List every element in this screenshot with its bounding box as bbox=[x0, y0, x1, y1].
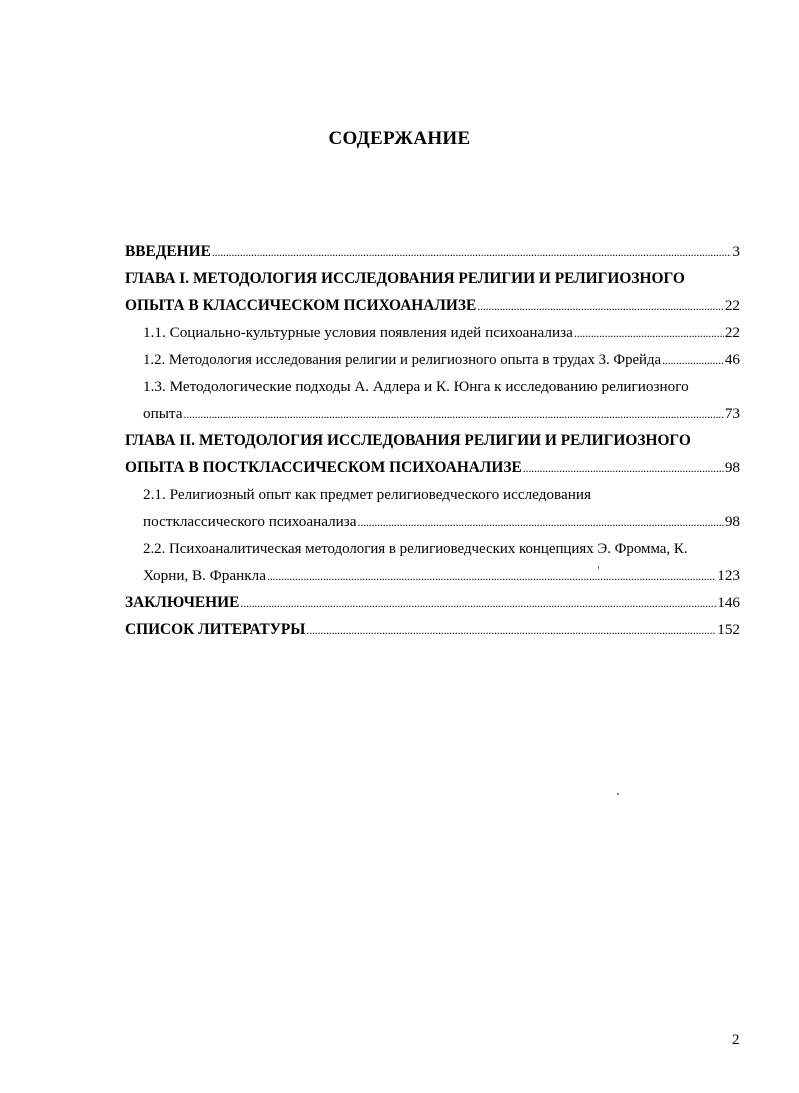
toc-entry-title: Хорни, В. Франкла bbox=[143, 567, 266, 584]
toc-entry-page: 123 bbox=[717, 567, 740, 584]
toc-entry-page: 22 bbox=[724, 324, 740, 341]
leader-dots bbox=[240, 593, 716, 613]
toc-entry-page: 46 bbox=[724, 351, 740, 368]
toc-entry-title: ЗАКЛЮЧЕНИЕ bbox=[125, 594, 240, 611]
toc-entry-chapter1-line1 bbox=[125, 269, 740, 289]
toc-entry-title: ОПЫТА В КЛАССИЧЕСКОМ ПСИХОАНАЛИЗЕ bbox=[125, 297, 477, 314]
toc-entry-section-2-1-line1 bbox=[143, 485, 740, 505]
toc-entry-page: 22 bbox=[724, 297, 740, 314]
scan-speck bbox=[598, 566, 599, 569]
toc-entry-title: 1.1. Социально-культурные условия появления идей психоанализа bbox=[143, 324, 573, 341]
scan-speck bbox=[617, 793, 619, 795]
toc-entry-page: 146 bbox=[717, 594, 740, 611]
leader-dots bbox=[358, 512, 724, 532]
toc-entry-section-1-1 bbox=[143, 323, 740, 343]
toc-entry-page: 98 bbox=[724, 459, 740, 476]
toc-entry-page: 73 bbox=[724, 405, 740, 422]
toc-entry-title: ГЛАВА I. МЕТОДОЛОГИЯ ИССЛЕДОВАНИЯ РЕЛИГИИ И РЕЛИГИОЗНОГО bbox=[125, 270, 685, 287]
toc-entry-chapter2-line1 bbox=[125, 431, 740, 451]
leader-dots bbox=[477, 296, 724, 316]
leader-dots bbox=[184, 404, 724, 424]
toc-entry-page: 152 bbox=[717, 621, 740, 638]
toc-entry-section-2-2-line2 bbox=[143, 566, 740, 586]
toc-entry-title: постклассического психоанализа bbox=[143, 513, 357, 530]
leader-dots bbox=[574, 323, 724, 343]
leader-dots bbox=[212, 242, 732, 262]
toc-entry-section-2-2-line1 bbox=[143, 539, 740, 559]
leader-dots bbox=[662, 350, 724, 370]
toc-entry-title: 2.1. Религиозный опыт как предмет религиоведческого исследования bbox=[143, 486, 591, 503]
toc-entry-references bbox=[125, 620, 740, 640]
toc-entry-title: 1.3. Методологические подходы А. Адлера и К. Юнга к исследованию религиозного bbox=[143, 378, 689, 395]
toc-entry-introduction bbox=[125, 242, 740, 262]
toc-entry-section-1-2 bbox=[143, 350, 740, 370]
toc-entry-page: 3 bbox=[732, 243, 740, 260]
toc-entry-section-2-1-line2 bbox=[143, 512, 740, 532]
toc-entry-section-1-3-line1 bbox=[143, 377, 740, 397]
toc-entry-title: 1.2. Методология исследования религии и религиозного опыта в трудах З. Фрейда bbox=[143, 352, 662, 368]
toc-entry-section-1-3-line2 bbox=[143, 404, 740, 424]
toc-entry-title: ГЛАВА II. МЕТОДОЛОГИЯ ИССЛЕДОВАНИЯ РЕЛИГИИ И РЕЛИГИОЗНОГО bbox=[125, 432, 691, 449]
toc-entry-title: опыта bbox=[143, 405, 183, 422]
leader-dots bbox=[267, 566, 716, 586]
toc-entry-title: ВВЕДЕНИЕ bbox=[125, 243, 211, 260]
page-number: 2 bbox=[732, 1032, 740, 1048]
toc-entry-title: СПИСОК ЛИТЕРАТУРЫ bbox=[125, 621, 306, 638]
leader-dots bbox=[523, 458, 724, 478]
leader-dots bbox=[306, 620, 716, 640]
toc-entry-title: 2.2. Психоаналитическая методология в религиоведческих концепциях Э. Фромма, К. bbox=[143, 541, 688, 557]
toc-entry-chapter2-line2 bbox=[125, 458, 740, 478]
toc-entry-chapter1-line2 bbox=[125, 296, 740, 316]
toc-entry-conclusion bbox=[125, 593, 740, 613]
page-title: СОДЕРЖАНИЕ bbox=[328, 128, 471, 149]
toc-entry-title: ОПЫТА В ПОСТКЛАССИЧЕСКОМ ПСИХОАНАЛИЗЕ bbox=[125, 459, 522, 476]
toc-entry-page: 98 bbox=[724, 513, 740, 530]
